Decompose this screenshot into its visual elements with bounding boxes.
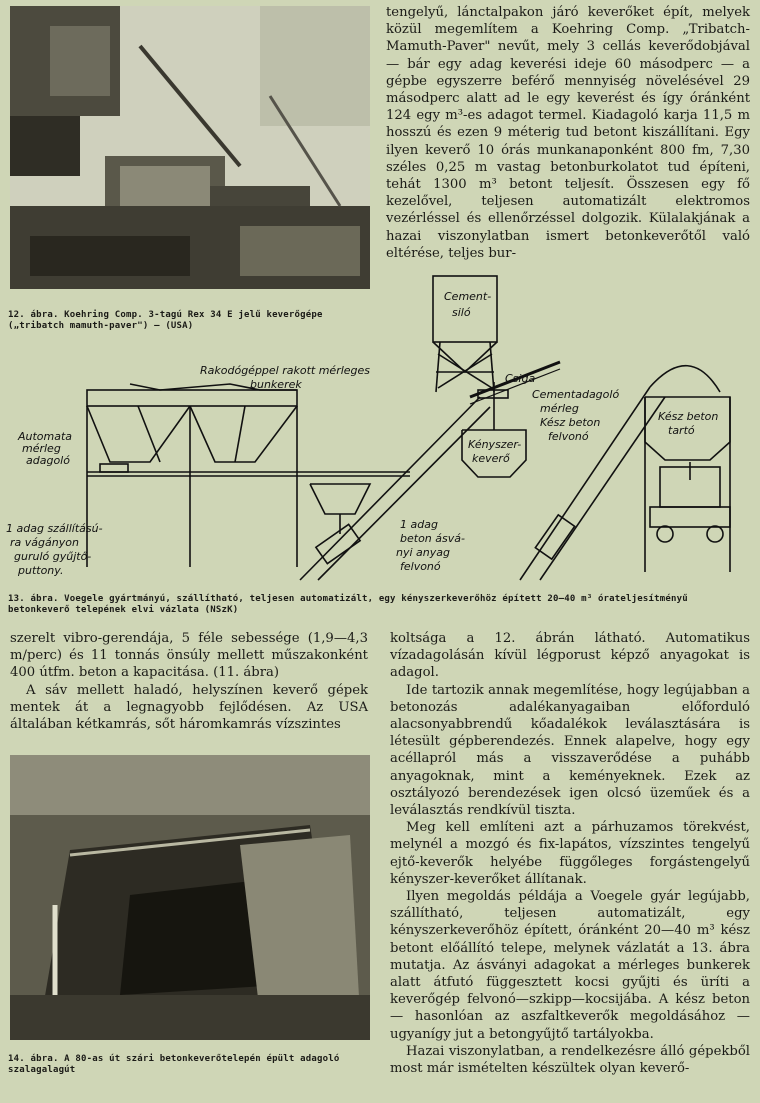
paragraph: szerelt vibro-gerendája, 5 féle sebessége (1,9—4,3 m/perc) és 11 tonnás önsúly mellett műszakonként 400 útfm. beton a kapacitása. (11. ábra) (10, 631, 368, 681)
label-automata-3: adagoló (26, 454, 70, 467)
label-skip-2: beton ásvá- (400, 532, 465, 545)
fig13-diagram (0, 262, 760, 592)
label-mixer-2: keverő (472, 452, 510, 465)
label-cement-scale-2: mérleg (540, 402, 579, 415)
paragraph: A sáv mellett haladó, helyszínen keverő gépek mentek át a legnagyobb fejlődésen. Az USA általában kétkamrás, sőt háromkamrás vízszintes (10, 682, 368, 733)
label-automata-1: Automata (18, 430, 73, 443)
fig13-caption: 13. ábra. Voegele gyártmányú, szállítható, teljesen automatizált, egy kényszerkeverőhöz épített 20—40 m³ órateljesítményű betonkeverő telepének elvi vázlata (NSzK) (8, 594, 688, 615)
label-holder-1: Kész beton (658, 410, 719, 423)
paragraph: tengelyű, lánctalpakon járó keverőket épít, melyek közül megemlítem a Koehring Comp. „Tribatch-Mamuth-Paver" nevűt, mely 3 cellás keverődobjával — bár egy adag keverési ideje 60 másodperc — a gépbe egyszerre beférő mennyiség növelésével 29 másodperc alatt ad le egy keverést és így óránként 124 egy m³-es adagot termel. Kiadagoló karja 11,5 m hosszú és ezen 9 méterig tud betont kiszállítani. Egy ilyen keverő 10 órás munkanaponként 800 fm, 7,30 széles 0,25 m vastag betonburkolatot tud építeni, tehát 1300 m³ betont teljesít. Összesen egy fő kezelővel, teljesen automatizált elektromos vezérléssel és ellenőrzéssel dolgozik. Külalakjának a hazai viszonylatban ismert betonkeverőtől való eltérése, teljes bur- (386, 5, 750, 261)
label-skip-3: nyi anyag (396, 546, 450, 559)
paragraph: koltsága a 12. ábrán látható. Automatikus vízadagolásán kívül légporust képző anyagokat is adagol. (390, 631, 750, 681)
label-cement-silo-1: Cement- (444, 290, 492, 303)
label-elevator-2: felvonó (548, 430, 589, 443)
label-csiga: Csiga (505, 372, 536, 385)
label-bunkers-1: Rakodógéppel rakott mérleges (200, 364, 371, 377)
label-bucket-1: 1 adag szállítású- (6, 522, 103, 535)
label-skip-1: 1 adag (400, 518, 438, 531)
paragraph: Ide tartozik annak megemlítése, hogy legújabban a betonozás adalékanyagaiban előforduló alacsonyabbrendű kőadalékok leválasztására is létesült gépberendezés. Ennek alapelve, hogy egy acéllapról más a visszaverődése a puhább anyagoknak, mint a keményeknek. Ezek az osztályozó berendezések igen olcsó üzeműek és a leválasztás rendkívül tiszta. (390, 682, 750, 819)
paragraph: Meg kell említeni azt a párhuzamos törekvést, melynél a mozgó és fix-lapátos, vízszintes tengelyű ejtő-keverők helyébe függőleges forgástengelyű kényszer-keverőket állítanak. (390, 820, 750, 887)
fig12-photo (10, 6, 370, 289)
label-automata-2: mérleg (22, 442, 61, 455)
fig14-caption: 14. ábra. A 80-as út szári betonkeverőtelepén épült adagoló szalagalagút (8, 1054, 340, 1075)
paragraph: Hazai viszonylatban, a rendelkezésre álló gépekből most már ismételten készültek olyan keverő- (390, 1043, 750, 1077)
fig12-caption: 12. ábra. Koehring Comp. 3-tagú Rex 34 E jelű keverőgépe („tribatch mamuth-paver") — (USA) (8, 310, 323, 331)
label-cement-scale-1: Cementadagoló (532, 388, 620, 401)
mid-left-column (10, 630, 368, 733)
top-right-column (386, 4, 750, 262)
paragraph: Ilyen megoldás példája a Voegele gyár legújabb, szállítható, teljesen automatizált, egy kényszerkeverőhöz épített, óránként 20—40 m³ kész betont előállító telepe, melynek vázlatát a 13. ábra mutatja. Az ásványi adagokat a mérleges bunkerek alatt átfutó függesztett kocsi gyűjti és üríti a keverőgép felvonó—szkipp—kocsijába. A kész beton — hasonlóan az aszfaltkeverők megoldásához — ugyanígy jut a betongyűjtő tartályokba. (390, 889, 750, 1042)
label-skip-4: felvonó (400, 560, 441, 573)
label-mixer-1: Kényszer- (468, 438, 522, 451)
label-bucket-2: ra vágányon (10, 536, 79, 549)
label-bucket-4: puttony. (18, 564, 64, 577)
label-cement-silo-2: siló (452, 306, 471, 319)
label-holder-2: tartó (668, 424, 695, 437)
label-elevator-1: Kész beton (540, 416, 601, 429)
fig14-photo (10, 755, 370, 1040)
right-column (390, 630, 750, 1077)
label-bucket-3: guruló gyűjtő- (14, 550, 92, 563)
label-bunkers-2: bunkerek (250, 378, 302, 391)
